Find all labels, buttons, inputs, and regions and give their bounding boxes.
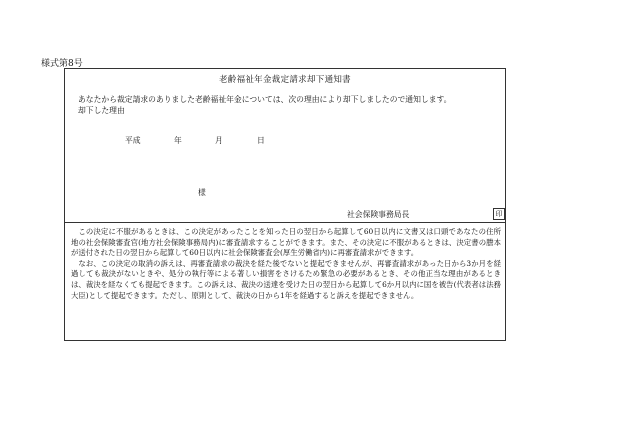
notice-frame (64, 68, 506, 341)
note-paragraph-1: この決定に不服があるときは、この決定があったことを知った日の翌日から起算して60日以内に文書又は口頭であなたの住所地の社会保険審査官(地方社会保険事務局内)に審査請求することができます。また、その決定に不服があるときは、決定書の謄本が送付された日の翌日から起算して60日以内に社会保険審査会(厚生労働省内)に再審査請求ができます。 (71, 227, 501, 258)
date-year: 年 (174, 136, 182, 145)
section-divider (65, 222, 505, 223)
issuer-title: 社会保険事務局長 (347, 210, 410, 219)
appeal-notes (71, 227, 501, 301)
note-paragraph-2: なお、この決定の取消の訴えは、再審査請求の裁決を経た後でないと提起できませんが、再審査請求があった日から3か月を経過しても裁決がないときや、処分の執行等による著しい損害をさけるため緊急の必要があるとき、その他正当な理由があるときは、裁決を経なくても提起できます。この訴えは、裁決の送達を受けた日の翌日から起算して6か月以内に国を被告(代表者は法務大臣)として提起できます。ただし、原則として、裁決の日から1年を経過すると訴えを提起できません。 (71, 258, 501, 300)
notice-title: 老齢福祉年金裁定請求却下通知書 (218, 75, 351, 85)
seal-mark: 印 (493, 208, 505, 220)
date-era: 平成 (125, 136, 141, 145)
intro-text: あなたから裁定請求のありました老齢福祉年金については、次の理由により却下しましたので通知します。 (78, 95, 452, 104)
form-number: 様式第8号 (41, 59, 83, 69)
date-day: 日 (257, 136, 265, 145)
addressee-suffix: 様 (198, 188, 206, 197)
reason-label: 却下した理由 (78, 106, 125, 115)
date-month: 月 (215, 136, 223, 145)
